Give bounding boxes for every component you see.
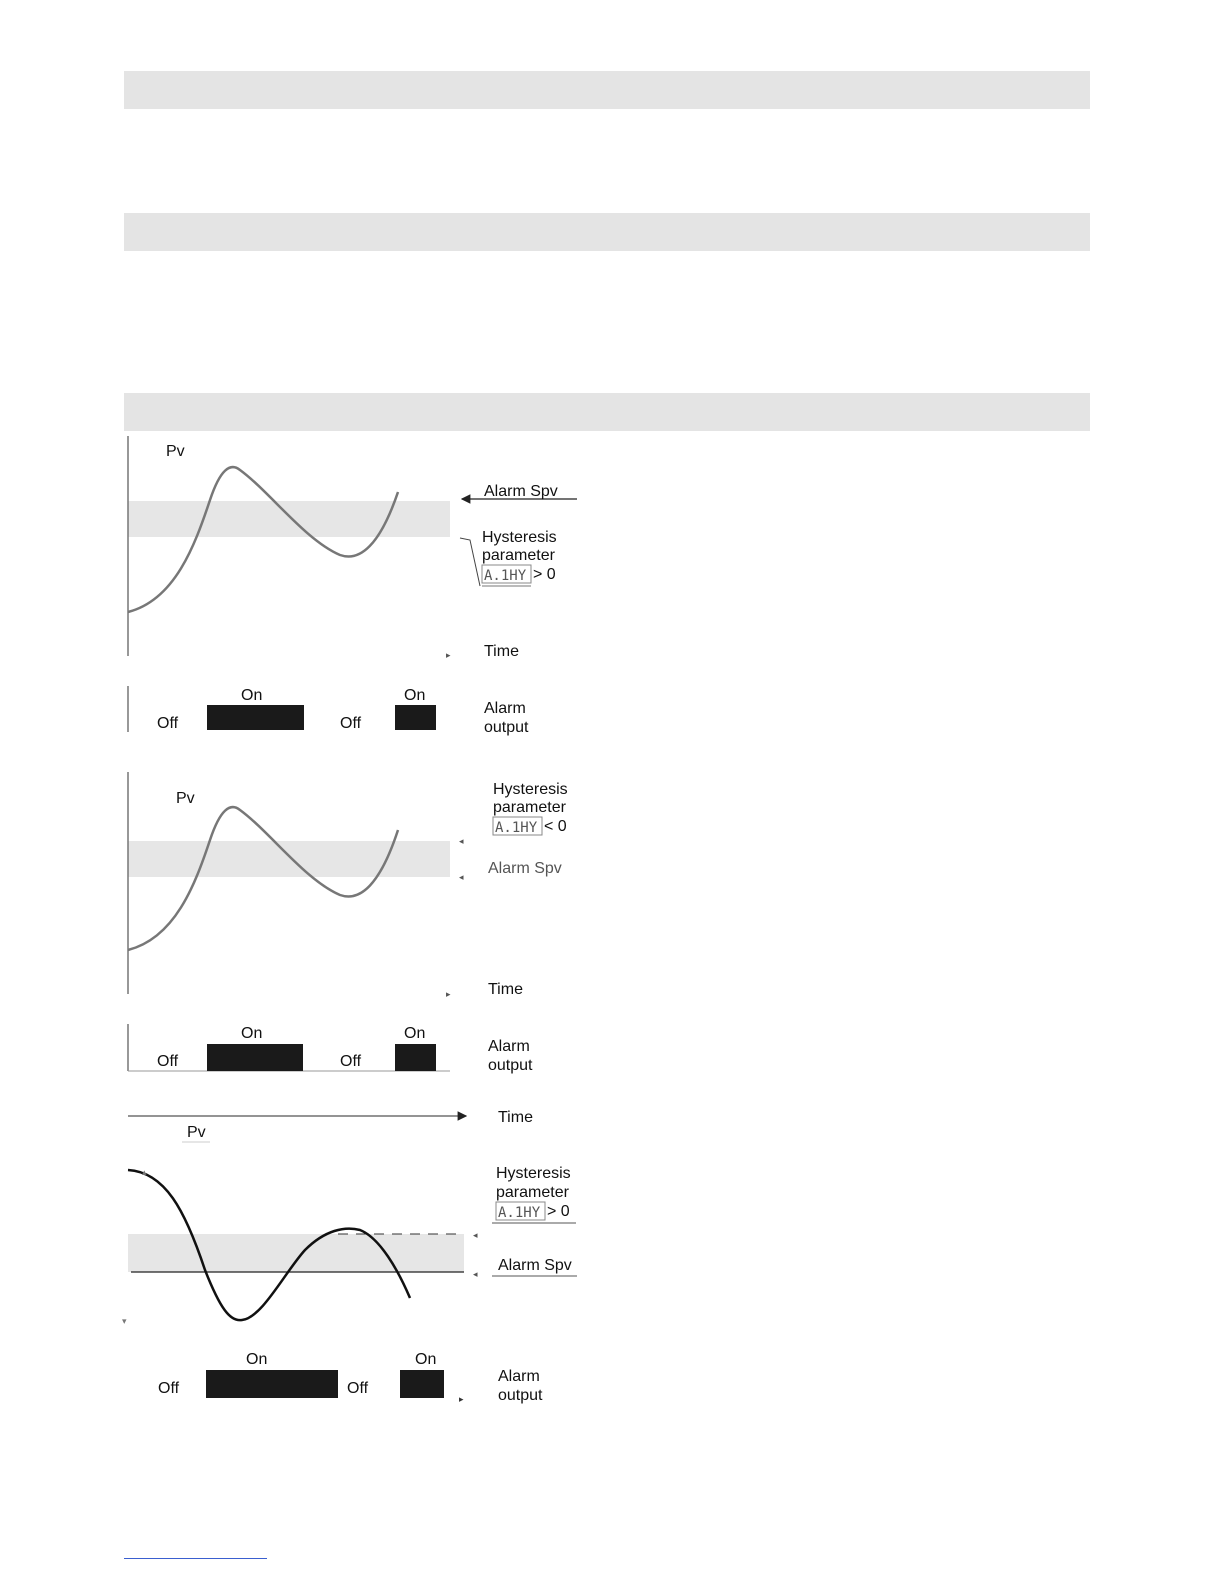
zone-tick-top: ◂ (459, 836, 464, 846)
output-on-block-2 (395, 705, 436, 730)
output-label-line1: Alarm (484, 700, 526, 717)
time-arrow-tick: ▸ (446, 989, 451, 999)
on-label-1: On (241, 687, 263, 704)
param-code: A.1HY (484, 568, 527, 584)
output-label-line2: output (498, 1387, 543, 1404)
on-label-2: On (415, 1351, 437, 1368)
pv-label: Pv (187, 1124, 206, 1141)
param-relation: > 0 (547, 1203, 570, 1220)
hysteresis-label-line1: Hysteresis (493, 781, 568, 798)
zone-tick-bottom: ◂ (473, 1269, 478, 1279)
output-on-block-1 (206, 1370, 338, 1398)
hysteresis-label-line2: parameter (493, 799, 566, 816)
output-label-line2: output (484, 719, 529, 736)
output-arrow-tick: ▸ (459, 1394, 464, 1404)
on-label-2: On (404, 687, 426, 704)
diagram-low-alarm (122, 1109, 577, 1404)
hysteresis-label-line2: parameter (482, 547, 555, 564)
off-label-1: Off (158, 1380, 180, 1397)
axis-tick: ▾ (122, 1316, 127, 1326)
footer-link-rule (124, 1558, 267, 1559)
time-label: Time (488, 981, 523, 998)
hysteresis-zone (128, 841, 450, 877)
off-label-2: Off (347, 1380, 369, 1397)
hysteresis-label-line1: Hysteresis (482, 529, 557, 546)
hysteresis-zone (128, 501, 450, 537)
param-relation: < 0 (544, 818, 567, 835)
param-code: A.1HY (495, 820, 538, 836)
output-on-block-2 (395, 1044, 436, 1071)
pv-curve (128, 807, 398, 950)
off-label-1: Off (157, 715, 179, 732)
setpoint-label: Alarm Spv (484, 483, 558, 500)
off-label-2: Off (340, 1053, 362, 1070)
output-on-block-1 (207, 1044, 303, 1071)
time-label: Time (484, 643, 519, 660)
output-label-line1: Alarm (498, 1368, 540, 1385)
hysteresis-label-line2: parameter (496, 1184, 569, 1201)
off-label-1: Off (157, 1053, 179, 1070)
time-arrow-tick: ▸ (446, 650, 451, 660)
hysteresis-zone (128, 1234, 464, 1272)
diagram-hysteresis-negative (128, 772, 568, 1074)
off-label-2: Off (340, 715, 362, 732)
setpoint-label: Alarm Spv (498, 1257, 572, 1274)
hysteresis-label-line1: Hysteresis (496, 1165, 571, 1182)
diagram-hysteresis-positive (128, 436, 577, 736)
pv-label: Pv (176, 790, 195, 807)
curve-start-tick: ▴ (142, 1167, 147, 1177)
on-label-2: On (404, 1025, 426, 1042)
output-on-block-1 (207, 705, 304, 730)
on-label-1: On (241, 1025, 263, 1042)
pv-curve (128, 467, 398, 612)
output-on-block-2 (400, 1370, 444, 1398)
output-label-line2: output (488, 1057, 533, 1074)
param-relation: > 0 (533, 566, 556, 583)
on-label-1: On (246, 1351, 268, 1368)
setpoint-label: Alarm Spv (488, 860, 562, 877)
pv-label: Pv (166, 443, 185, 460)
zone-tick-top: ◂ (473, 1230, 478, 1240)
zone-tick-bottom: ◂ (459, 872, 464, 882)
hysteresis-pointer (460, 538, 480, 586)
param-code: A.1HY (498, 1205, 541, 1221)
time-label: Time (498, 1109, 533, 1126)
output-label-line1: Alarm (488, 1038, 530, 1055)
